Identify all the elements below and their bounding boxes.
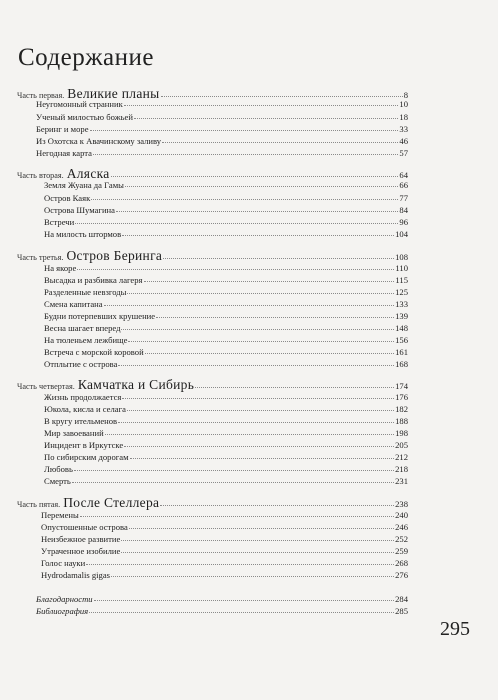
part-page-number: 238 xyxy=(395,499,408,509)
dot-leader xyxy=(160,496,394,506)
entry-page-number: 57 xyxy=(399,148,408,158)
entry-page-number: 66 xyxy=(399,180,408,190)
entry-page-number: 104 xyxy=(395,229,408,239)
entry-title: Утраченное изобилие xyxy=(41,546,121,556)
toc-entry[interactable] xyxy=(44,227,408,239)
entry-page-number: 133 xyxy=(395,299,408,309)
entry-title: Hydrodamalis gigas xyxy=(41,570,110,580)
toc-entry[interactable] xyxy=(41,568,408,580)
entry-title: Библиография xyxy=(36,606,89,616)
dot-leader xyxy=(105,425,394,435)
dot-leader xyxy=(104,296,395,306)
entry-page-number: 285 xyxy=(395,606,408,616)
dot-leader xyxy=(91,190,398,200)
entry-page-number: 161 xyxy=(395,347,408,357)
entry-title: Юкола, кисла и селага xyxy=(44,404,126,414)
entry-page-number: 218 xyxy=(395,464,408,474)
toc-back-matter-entry[interactable] xyxy=(36,604,408,616)
dot-leader xyxy=(90,121,399,131)
entry-page-number: 33 xyxy=(399,124,408,134)
entry-title: На якоре xyxy=(44,263,77,273)
part-title: Великие планы xyxy=(67,86,160,101)
dot-leader xyxy=(74,461,394,471)
part-label: Часть вторая. xyxy=(17,171,64,180)
entry-page-number: 156 xyxy=(395,335,408,345)
entry-title: Остров Каяк xyxy=(44,193,91,203)
dot-leader xyxy=(118,413,394,423)
dot-leader xyxy=(121,543,394,553)
dot-leader xyxy=(116,202,398,212)
part-title: После Стеллера xyxy=(63,495,160,510)
dot-leader xyxy=(80,507,394,517)
entry-title: Смерть xyxy=(44,476,71,486)
part-page-number: 64 xyxy=(399,170,408,180)
dot-leader xyxy=(125,177,399,187)
toc-entry[interactable] xyxy=(44,474,408,486)
entry-page-number: 188 xyxy=(395,416,408,426)
entry-title: Беринг и море xyxy=(36,124,89,134)
dot-leader xyxy=(195,378,394,388)
entry-title: Смена капитана xyxy=(44,299,103,309)
entry-title: Неизбежное развитие xyxy=(41,534,121,544)
dot-leader xyxy=(128,332,394,342)
entry-title: Высадка и разбивка лагеря xyxy=(44,275,143,285)
entry-title: Острова Шумагина xyxy=(44,205,115,215)
dot-leader xyxy=(122,226,394,236)
toc-entry[interactable] xyxy=(36,146,408,158)
entry-title: Благодарности xyxy=(36,594,93,604)
entry-page-number: 246 xyxy=(395,522,408,532)
dot-leader xyxy=(111,567,394,577)
entry-title: Весна шагает вперед xyxy=(44,323,121,333)
entry-title: Любовь xyxy=(44,464,73,474)
entry-page-number: 176 xyxy=(395,392,408,402)
dot-leader xyxy=(130,449,395,459)
entry-page-number: 77 xyxy=(399,193,408,203)
dot-leader xyxy=(122,389,394,399)
part-page-number: 8 xyxy=(403,90,408,100)
part-page-number: 174 xyxy=(395,381,408,391)
toc-entry[interactable] xyxy=(44,357,408,369)
entry-title: Ученый милостью божьей xyxy=(36,112,133,122)
entry-page-number: 115 xyxy=(395,275,408,285)
dot-leader xyxy=(72,473,394,483)
dot-leader xyxy=(163,249,394,259)
dot-leader xyxy=(145,344,394,354)
entry-title: Негодная карта xyxy=(36,148,92,158)
entry-page-number: 268 xyxy=(395,558,408,568)
entry-title: Мир завоеваний xyxy=(44,428,104,438)
dot-leader xyxy=(118,356,394,366)
entry-title: Земля Жуана да Гамы xyxy=(44,180,124,190)
entry-page-number: 198 xyxy=(395,428,408,438)
entry-title: Встреча с морской коровой xyxy=(44,347,144,357)
entry-page-number: 148 xyxy=(395,323,408,333)
dot-leader xyxy=(86,555,394,565)
entry-title: Из Охотска к Авачинскому заливу xyxy=(36,136,162,146)
toc-entry[interactable] xyxy=(36,97,408,109)
part-title: Остров Беринга xyxy=(66,248,163,263)
entry-page-number: 284 xyxy=(395,594,408,604)
entry-page-number: 84 xyxy=(399,205,408,215)
page-number: 295 xyxy=(440,618,470,640)
entry-title: По сибирским дорогам xyxy=(44,452,129,462)
entry-page-number: 182 xyxy=(395,404,408,414)
toc-entry[interactable] xyxy=(44,178,408,190)
entry-page-number: 259 xyxy=(395,546,408,556)
part-title: Камчатка и Сибирь xyxy=(77,377,195,392)
dot-leader xyxy=(129,519,394,529)
entry-page-number: 125 xyxy=(395,287,408,297)
entry-title: Голос науки xyxy=(41,558,86,568)
dot-leader xyxy=(94,591,395,601)
dot-leader xyxy=(75,214,398,224)
dot-leader xyxy=(121,320,394,330)
entry-title: Отплытие с острова xyxy=(44,359,118,369)
entry-page-number: 240 xyxy=(395,510,408,520)
entry-page-number: 10 xyxy=(399,99,408,109)
entry-title: Неугомонный странник xyxy=(36,99,123,109)
part-label: Часть пятая. xyxy=(17,500,61,509)
part-page-number: 108 xyxy=(395,252,408,262)
part-label: Часть четвертая. xyxy=(17,382,75,391)
dot-leader xyxy=(89,603,394,613)
entry-page-number: 46 xyxy=(399,136,408,146)
entry-title: На милость штормов xyxy=(44,229,122,239)
entry-page-number: 276 xyxy=(395,570,408,580)
entry-page-number: 252 xyxy=(395,534,408,544)
dot-leader xyxy=(134,109,398,119)
entry-title: Опустошенные острова xyxy=(41,522,128,532)
page-title: Содержание xyxy=(18,44,154,71)
dot-leader xyxy=(111,167,399,177)
entry-title: В кругу ительменов xyxy=(44,416,118,426)
dot-leader xyxy=(124,96,399,106)
dot-leader xyxy=(144,272,395,282)
part-label: Часть первая. xyxy=(17,91,65,100)
entry-title: Будни потерпевших крушение xyxy=(44,311,156,321)
entry-page-number: 18 xyxy=(399,112,408,122)
entry-title: Инцидент в Иркутске xyxy=(44,440,124,450)
dot-leader xyxy=(127,284,394,294)
dot-leader xyxy=(124,437,394,447)
entry-title: На тюленьем лежбище xyxy=(44,335,128,345)
part-label: Часть третья. xyxy=(17,253,64,262)
part-title: Аляска xyxy=(66,166,110,181)
entry-page-number: 212 xyxy=(395,452,408,462)
dot-leader xyxy=(77,260,394,270)
entry-page-number: 139 xyxy=(395,311,408,321)
dot-leader xyxy=(93,145,398,155)
dot-leader xyxy=(121,531,394,541)
dot-leader xyxy=(127,401,394,411)
entry-title: Жизнь продолжается xyxy=(44,392,122,402)
entry-page-number: 110 xyxy=(395,263,408,273)
entry-page-number: 168 xyxy=(395,359,408,369)
entry-title: Встречи xyxy=(44,217,75,227)
dot-leader xyxy=(156,308,394,318)
entry-page-number: 205 xyxy=(395,440,408,450)
entry-title: Разделенные невзгоды xyxy=(44,287,127,297)
dot-leader xyxy=(162,133,398,143)
entry-page-number: 96 xyxy=(399,217,408,227)
entry-title: Перемены xyxy=(41,510,79,520)
entry-page-number: 231 xyxy=(395,476,408,486)
